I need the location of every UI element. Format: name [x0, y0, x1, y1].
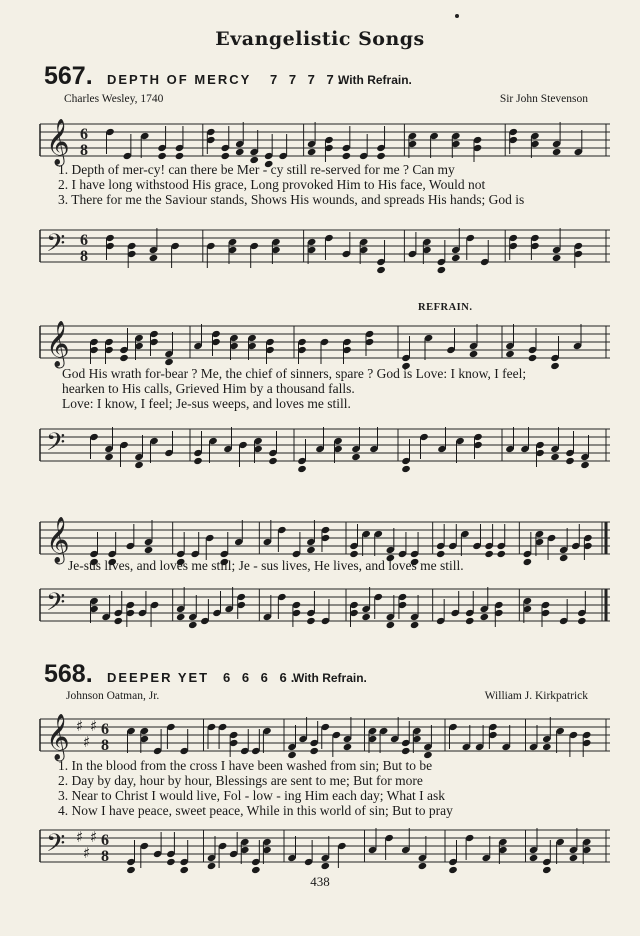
note-head [448, 866, 458, 874]
note-head [104, 453, 114, 461]
note-head [550, 453, 560, 461]
note-head [166, 858, 176, 866]
note-head [550, 362, 560, 370]
note-head [469, 350, 479, 358]
note-head [436, 550, 446, 558]
note-head [569, 854, 579, 862]
hymn-refrain-note: With Refrain. [293, 671, 367, 685]
note-head [542, 743, 552, 751]
note-head [193, 457, 203, 465]
note-head [268, 457, 278, 465]
note-head [176, 613, 186, 621]
refrain-line: God His wrath for-bear ? Me, the chief of sinners, spare ? God is Love: I know, I feel; [62, 366, 527, 381]
note-head [437, 266, 447, 274]
note-head [343, 743, 353, 751]
hymn-number: 568. [44, 660, 93, 688]
time-signature-top: 6 [101, 832, 109, 849]
note-head [529, 854, 539, 862]
ink-dot [455, 14, 459, 18]
refrain-line: Love: I know, I feel; Je-sus weeps, and loves me still. [62, 396, 351, 411]
sharp-sign: ♯ [76, 717, 84, 735]
music-staff-bass [40, 425, 610, 465]
note-head [577, 617, 587, 625]
note-head [479, 613, 489, 621]
verse-line: 4. Now I have peace, sweet peace, While in this world of sin; But to pray [58, 803, 453, 818]
music-staff-treble [40, 119, 610, 165]
note-head [465, 617, 475, 625]
note-head [119, 354, 129, 362]
verse-line: 1. In the blood from the cross I have been washed from sin; But to be [58, 758, 433, 773]
time-signature-bottom: 8 [101, 737, 109, 754]
note-head [552, 254, 562, 262]
note-head [220, 152, 230, 160]
bass-clef: 𝄢 [46, 229, 66, 264]
note-head [306, 546, 316, 554]
hymn-author: Johnson Oatman, Jr. [66, 690, 160, 702]
hymn-title: DEPTH OF MERCY [107, 72, 252, 87]
verse-line: 2. I have long withstood His grace, Long provoked Him to His face, Would not [58, 177, 486, 192]
time-signature-top: 6 [101, 721, 109, 738]
time-signature-bottom: 8 [80, 142, 88, 159]
hymn-title: DEEPER YET [107, 670, 210, 685]
note-head [552, 148, 562, 156]
bass-clef: 𝄢 [46, 829, 66, 864]
music-staff-treble [40, 517, 610, 563]
time-signature-top: 6 [80, 232, 88, 249]
note-head [149, 254, 159, 262]
verse-line: 3. Near to Christ I would live, Fol - low - ing Him each day; What I ask [58, 788, 446, 803]
hymn-refrain-note: With Refrain. [338, 73, 412, 87]
note-head [401, 747, 411, 755]
music-staff-treble [40, 321, 610, 367]
time-signature-bottom: 8 [80, 248, 88, 265]
music-staff-bass [40, 826, 610, 866]
time-signature-bottom: 8 [101, 848, 109, 865]
note-head [528, 354, 538, 362]
note-head [565, 457, 575, 465]
music-staff-treble [40, 714, 610, 760]
note-head [297, 465, 307, 473]
note-head [542, 866, 552, 874]
music-staff-bass [40, 585, 610, 625]
note-head [188, 621, 198, 629]
note-head [179, 866, 189, 874]
refrain-line: hearken to His calls, Grieved Him by a thousand falls. [62, 381, 355, 396]
sharp-sign: ♯ [90, 717, 98, 735]
note-head [157, 152, 167, 160]
treble-clef: 𝄞 [46, 517, 70, 563]
verse-line: 1. Depth of mer-cy! can there be Mer - cy still re-served for me ? Can my [58, 162, 455, 177]
time-signature-top: 6 [80, 126, 88, 143]
note-head [580, 461, 590, 469]
note-head [386, 621, 396, 629]
verse-line: 3. There for me the Saviour stands, Shows His wounds, and spreads His hands; God is [58, 192, 525, 207]
note-head [496, 550, 506, 558]
note-head [307, 148, 317, 156]
note-head [144, 546, 154, 554]
section-title: Evangelistic Songs [215, 28, 425, 50]
hymn-author: Charles Wesley, 1740 [64, 93, 164, 105]
hymn-meter: 7 7 7 7. [270, 72, 346, 87]
note-head [309, 747, 319, 755]
music-staff-bass [40, 226, 610, 266]
note-head [164, 358, 174, 366]
hymn-composer: William J. Kirkpatrick [484, 690, 588, 702]
refrain-label: REFRAIN. [418, 302, 473, 313]
note-head [410, 621, 420, 629]
page-number: 438 [310, 874, 330, 889]
note-head [251, 866, 261, 874]
sharp-sign: ♯ [90, 828, 98, 846]
note-head [342, 152, 352, 160]
bass-clef: 𝄢 [46, 588, 66, 623]
treble-clef: 𝄞 [46, 119, 70, 165]
note-head [451, 254, 461, 262]
note-head [401, 465, 411, 473]
refrain-line: Je-sus lives, and loves me still; Je - sus lives, He lives, and loves me still. [68, 558, 464, 573]
bass-clef: 𝄢 [46, 428, 66, 463]
note-head [505, 350, 515, 358]
hymn-number: 567. [44, 62, 93, 90]
verse-line: 2. Day by day, hour by hour, Blessings are sent to me; But for more [58, 773, 423, 788]
note-head [523, 558, 533, 566]
note-head [306, 617, 316, 625]
note-head [320, 862, 330, 870]
note-head [418, 862, 428, 870]
note-head [207, 862, 217, 870]
sharp-sign: ♯ [76, 828, 84, 846]
treble-clef: 𝄞 [46, 321, 70, 367]
sharp-sign: ♯ [83, 733, 91, 751]
hymn-composer: Sir John Stevenson [499, 93, 588, 105]
hymn-meter: 6 6 6 6. [223, 670, 299, 685]
note-head [134, 461, 144, 469]
note-head [126, 866, 136, 874]
note-head [559, 554, 569, 562]
note-head [484, 550, 494, 558]
note-head [349, 550, 359, 558]
note-head [376, 152, 386, 160]
sharp-sign: ♯ [83, 844, 91, 862]
note-head [235, 148, 245, 156]
note-head [351, 453, 361, 461]
note-head [175, 152, 185, 160]
note-head [113, 617, 123, 625]
note-head [361, 613, 371, 621]
note-head [376, 266, 386, 274]
treble-clef: 𝄞 [46, 714, 70, 760]
